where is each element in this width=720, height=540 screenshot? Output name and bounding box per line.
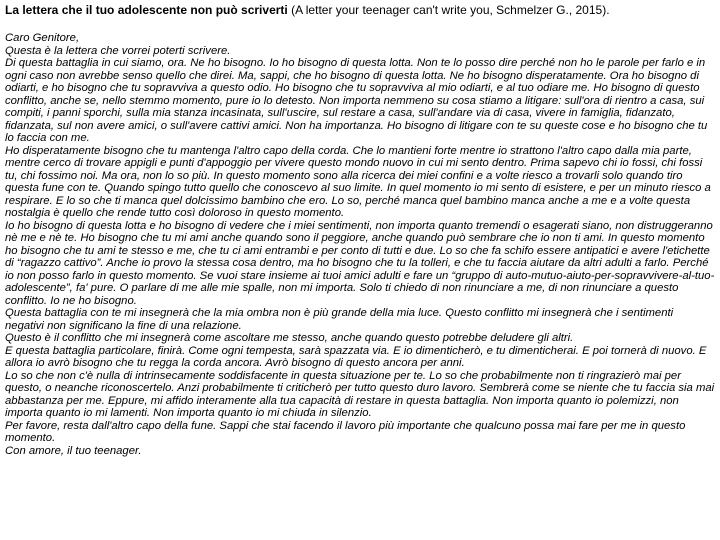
letter-paragraph: E questa battaglia particolare, finirà. Come ogni tempesta, sarà spazzata via. E io dimenticherò, e tu dimenticherai. E poi tornerà di nuovo. E allora io avrò bisogno che tu regga la corda ancora. Avrò bisogno di questo ancora per anni. — [5, 344, 707, 369]
letter-paragraph: Questa battaglia con te mi insegnerà che la mia ombra non è più grande della mia luce. Questo conflitto mi insegnerà che i sentimenti negativi non significano la fine di una relazione. — [5, 307, 674, 332]
letter-body — [5, 32, 715, 457]
letter-salutation: Caro Genitore, — [5, 32, 80, 44]
letter-paragraph: Questo è il conflitto che mi insegnerà come ascoltare me stesso, anche quando questo potrebbe deludere gli altri. — [5, 332, 574, 344]
document-citation: (A letter your teenager can't write you, Schmelzer G., 2015). — [291, 3, 610, 17]
letter-paragraph: Di questa battaglia in cui siamo, ora. Ne ho bisogno. Io ho bisogno di questa lotta. Non te lo posso dire perché non ho le parole per farlo e in ogni caso non avrebbe senso quello che direi. Ma, sappi, che ho bisogno di questa lotta. Ne ho bisogno disperatamente. Ora ho bisogno di odiarti, e ho bisogno che tu sopravviva a questo odio. Ho bisogno che tu sopravviva al mio odiarti, e al tuo odiare me. Ho bisogno di questo conflitto, anche se, nello stemmo momento, pure io lo detesto. Non importa nemmeno su cosa stiamo a litigare: sull'ora di rientro a casa, sui compiti, i panni sporchi, sulla mia stanza incasinata, sull'uscire, sul restare a casa, sull'andare via di casa, vivere in famiglia, fidanzato, fidanzata, sul non avere amici, o sull'avere cattivi amici. Non ha importanza. Ho bisogno di litigare con te su queste cose e ho bisogno che tu lo faccia con me. — [5, 57, 708, 144]
letter-paragraph: Io ho bisogno di questa lotta e ho bisogno di vedere che i miei sentimenti, non importa quanto tremendi o esagerati siano, non distruggeranno nè me e nè te. Ho bisogno che tu mi ami anche quando sono il peggiore, anche quando può sembrare che io non ti ami. In questo momento ho bisogno che tu ami te stesso e me, che tu ci ami entrambi e per conto di tutti e due. Lo so che fa schifo essere antipatici e avere l'etichette di “ragazzo cattivo”. Anche io provo la stessa cosa dentro, ma ho bisogno che tu la tolleri, e che tu faccia aiutare da altri adulti a farlo. Perché io non posso farlo in questo momento. Se vuoi stare insieme ai tuoi amici adulti e fare un “gruppo di auto-mutuo-aiuto-per-sopravvivere-al-tuo-adolescente”, fa' pure. O parlare di me alle mie spalle, non mi importa. Solo ti chiedo di non rinunciare a me, di non rinunciare a questo conflitto. Io ne ho bisogno. — [5, 219, 715, 307]
document-title: La lettera che il tuo adolescente non può scriverti — [5, 3, 288, 17]
letter-signature: Con amore, il tuo teenager. — [5, 444, 142, 457]
letter-paragraph: Per favore, resta dall'altro capo della fune. Sappi che stai facendo il lavoro più importante che qualcuno possa mai fare per me in questo momento. — [5, 419, 686, 444]
letter-paragraph: Ho disperatamente bisogno che tu mantenga l'altro capo della corda. Che lo mantieni forte mentre io strattono l'altro capo dalla mia parte, mentre cerco di trovare appigli e punti d'appoggio per vivere questo mondo nuovo in cui mi sento dentro. Prima sapevo chi io fossi, chi fossi tu, chi fossimo noi. Ma ora, non lo so più. In questo momento sono alla ricerca dei miei confini e a volte riesco a trovarli solo quando tiro questa fune con te. Quando spingo tutto quello che conoscevo al suo limite. In quel momento io mi sento di esistere, e per un minuto riesco a respirare. E lo so che ti manca quel dolcissimo bambino che ero. Lo so, perché manca quel bambino manca anche a me e a volte questa nostalgia è quello che rende tutto così doloroso in questo momento. — [5, 144, 711, 219]
document-header — [5, 3, 715, 17]
letter-paragraph: Questa è la lettera che vorrei poterti scrivere. — [5, 44, 231, 57]
document-page — [5, 3, 715, 457]
letter-paragraph: Lo so che non c'è nulla di intrinsecamente soddisfacente in questa situazione per te. Lo so che probabilmente non ti ringrazierò mai per questo, o neanche riconoscertelo. Anzi probabilmente ti criticherò per tutto questo duro lavoro. Sembrerà come se niente che tu faccia sia mai abbastanza per me. Eppure, mi affido interamente alla tua capacità di restare in questa battaglia. Non importa quanto io polemizzi, non importa quanto io mi lamenti. Non importa quanto io mi chiuda in silenzio. — [5, 369, 715, 419]
